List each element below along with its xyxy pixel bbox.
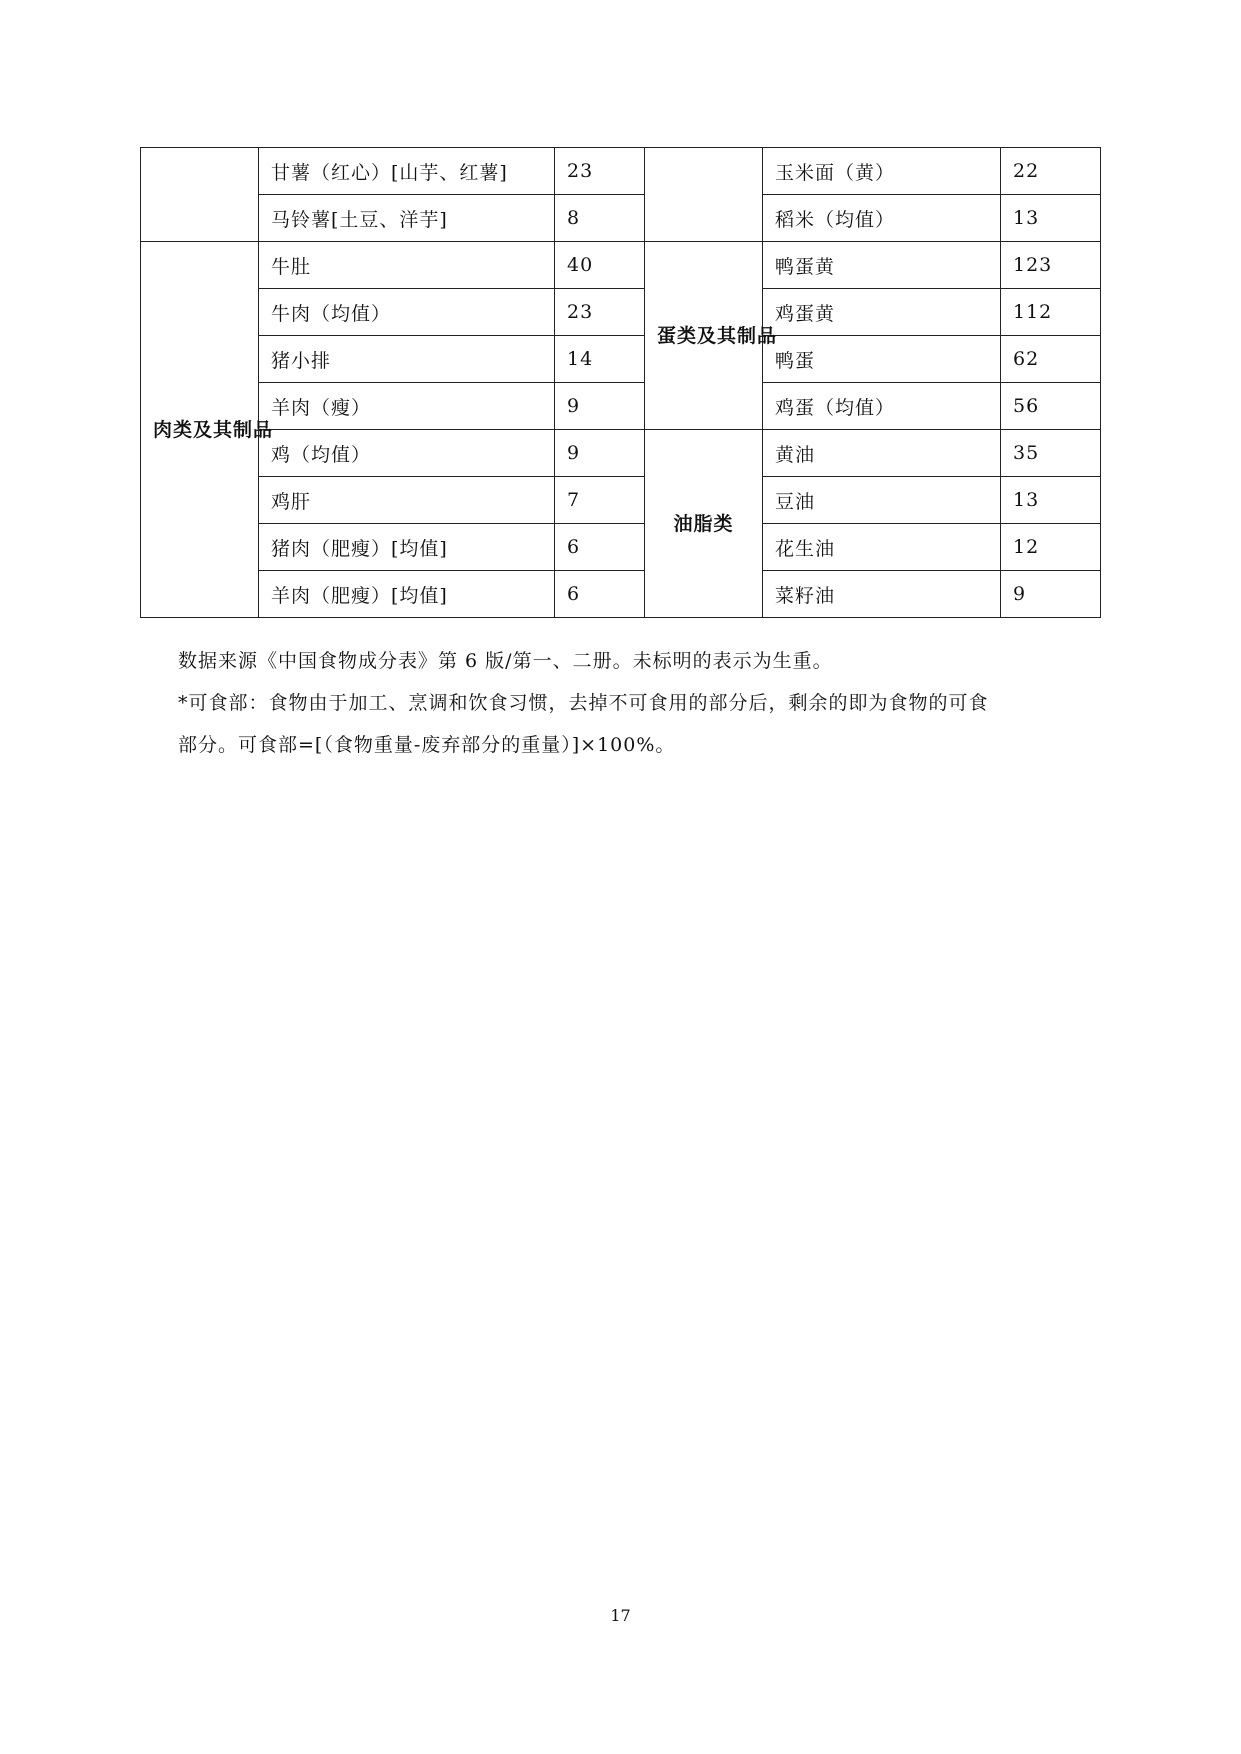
- food-name-cell: 鸡（均值）: [259, 430, 555, 477]
- food-name-cell: 猪肉（肥瘦）[均值]: [259, 524, 555, 571]
- food-name-cell: 鸭蛋: [763, 336, 1001, 383]
- page-number: 17: [610, 1606, 631, 1625]
- value-cell: 23: [555, 289, 645, 336]
- table-row: [141, 477, 1101, 524]
- edible-portion-note: *可食部：食物由于加工、烹调和饮食习惯，去掉不可食用的部分后，剩余的即为食物的可食: [178, 692, 989, 714]
- food-name-cell: 鸭蛋黄: [763, 242, 1001, 289]
- value-cell: 9: [1001, 571, 1101, 618]
- food-name-cell: 牛肉（均值）: [259, 289, 555, 336]
- value-cell: 6: [555, 524, 645, 571]
- value-cell: 7: [555, 477, 645, 524]
- value-cell: 56: [1001, 383, 1101, 430]
- table-row: [141, 383, 1101, 430]
- value-cell: 23: [555, 148, 645, 195]
- nutrition-table: [140, 147, 1101, 618]
- table-row: [141, 430, 1101, 477]
- table-row: [141, 524, 1101, 571]
- table-row: [141, 289, 1101, 336]
- food-name-cell: 菜籽油: [763, 571, 1001, 618]
- value-cell: 14: [555, 336, 645, 383]
- edible-portion-formula: 部分。可食部=[（食物重量-废弃部分的重量）]×100%。: [178, 734, 676, 756]
- food-name-cell: 鸡肝: [259, 477, 555, 524]
- value-cell: 9: [555, 383, 645, 430]
- food-name-cell: 花生油: [763, 524, 1001, 571]
- category-cell-meat: 肉类及其制品: [141, 242, 259, 618]
- value-cell: 35: [1001, 430, 1101, 477]
- source-note: 数据来源《中国食物成分表》第 6 版/第一、二册。未标明的表示为生重。: [178, 650, 833, 672]
- value-cell: 8: [555, 195, 645, 242]
- value-cell: 12: [1001, 524, 1101, 571]
- table-row: [141, 571, 1101, 618]
- value-cell: 13: [1001, 195, 1101, 242]
- value-cell: 9: [555, 430, 645, 477]
- table-notes: [178, 640, 1078, 766]
- value-cell: 6: [555, 571, 645, 618]
- food-name-cell: 羊肉（瘦）: [259, 383, 555, 430]
- value-cell: 123: [1001, 242, 1101, 289]
- table-row: [141, 148, 1101, 195]
- food-name-cell: 豆油: [763, 477, 1001, 524]
- category-cell: [141, 148, 259, 242]
- food-name-cell: 玉米面（黄）: [763, 148, 1001, 195]
- category-cell: [645, 148, 763, 242]
- value-cell: 112: [1001, 289, 1101, 336]
- table-row: [141, 242, 1101, 289]
- category-cell-oils: 油脂类: [645, 430, 763, 618]
- value-cell: 22: [1001, 148, 1101, 195]
- food-name-cell: 鸡蛋黄: [763, 289, 1001, 336]
- food-name-cell: 牛肚: [259, 242, 555, 289]
- table-row: [141, 336, 1101, 383]
- food-name-cell: 羊肉（肥瘦）[均值]: [259, 571, 555, 618]
- food-name-cell: 猪小排: [259, 336, 555, 383]
- food-name-cell: 黄油: [763, 430, 1001, 477]
- food-name-cell: 马铃薯[土豆、洋芋]: [259, 195, 555, 242]
- value-cell: 40: [555, 242, 645, 289]
- food-name-cell: 鸡蛋（均值）: [763, 383, 1001, 430]
- food-name-cell: 稻米（均值）: [763, 195, 1001, 242]
- table-row: [141, 195, 1101, 242]
- value-cell: 62: [1001, 336, 1101, 383]
- category-cell-eggs: 蛋类及其制品: [645, 242, 763, 430]
- value-cell: 13: [1001, 477, 1101, 524]
- food-name-cell: 甘薯（红心）[山芋、红薯]: [259, 148, 555, 195]
